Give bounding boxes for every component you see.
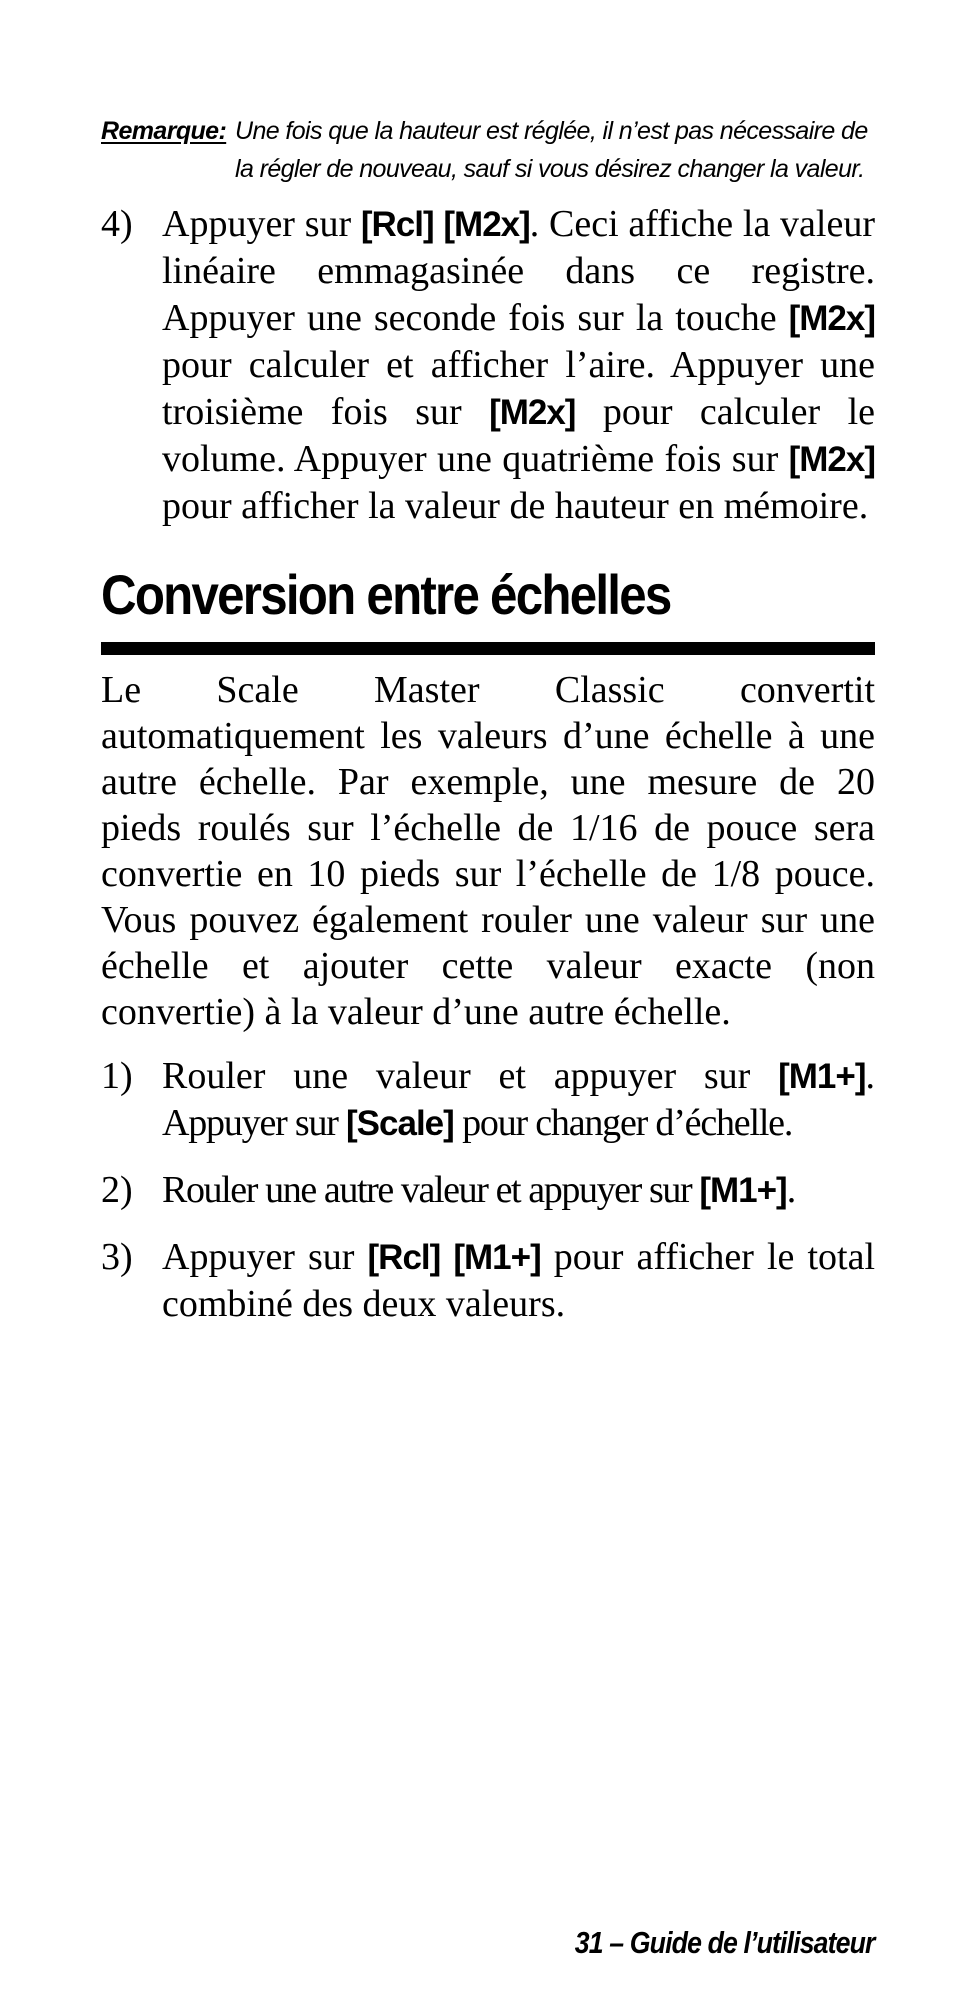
step-text-segment: Rouler une valeur et appuyer sur xyxy=(162,1055,779,1097)
page-content xyxy=(101,112,875,1328)
step-text-segment xyxy=(440,1236,453,1278)
key-m2x: [M2x] xyxy=(788,440,875,479)
step-text-segment: Rouler une autre valeur et appuyer sur xyxy=(162,1169,700,1211)
step-text-segment xyxy=(162,1102,792,1144)
step-text-segment xyxy=(434,203,444,245)
step-text-segment: . xyxy=(865,1055,875,1097)
key-rcl: [Rcl] xyxy=(367,1238,441,1277)
step-3 xyxy=(101,1234,875,1328)
note-label: Remarque: xyxy=(101,117,227,145)
step-text xyxy=(162,201,875,530)
step-text-segment: . xyxy=(786,1169,795,1211)
section-paragraph: Le Scale Master Classic convertit automatiquement les valeurs d’une échelle à une autre échelle. Par exemple, une mesure de 20 pieds roulés sur l’échelle de 1/16 de pouce sera convertie en 10 pieds sur l’échelle de 1/8 pouce. Vous pouvez également rouler une valeur sur une échelle et ajouter cette valeur exacte (non convertie) à la valeur d’une autre échelle. xyxy=(101,669,875,1033)
step-text-segment: pour calculer et afficher l’aire. Appuyer une troisième fois sur xyxy=(162,344,875,433)
heading-rule xyxy=(101,642,875,655)
step-text-segment: pour changer d’échelle. xyxy=(453,1102,793,1144)
key-m1-plus: [M1+] xyxy=(453,1238,541,1277)
step-text xyxy=(162,1234,875,1328)
step-1 xyxy=(101,1053,875,1147)
key-scale: [Scale] xyxy=(346,1104,454,1143)
page-footer: 31 – Guide de l’utilisateur xyxy=(575,1925,875,1960)
section-heading: Conversion entre échelles xyxy=(101,563,671,626)
key-m1-plus: [M1+] xyxy=(778,1057,866,1096)
step-text-segment: Appuyer sur xyxy=(162,1236,368,1278)
step-number: 3) xyxy=(101,1236,133,1278)
step-text-segment: pour calculer le volume. Appuyer une quatrième fois sur xyxy=(162,391,875,480)
step-number: 4) xyxy=(101,203,133,245)
note-block xyxy=(101,112,875,188)
note-text: Une fois que la hauteur est réglée, il n’est pas nécessaire de la régler de nouveau, sauf si vous désirez changer la valeur. xyxy=(235,117,868,183)
step-text-segment: Appuyer sur xyxy=(162,1102,347,1144)
step-2 xyxy=(101,1167,875,1214)
key-m2x: [M2x] xyxy=(489,393,576,432)
step-number: 1) xyxy=(101,1055,133,1097)
step-text xyxy=(162,1053,875,1147)
step-text-segment: Appuyer sur xyxy=(162,203,361,245)
step-text-segment: pour afficher le total combiné des deux valeurs. xyxy=(162,1236,875,1325)
step-text xyxy=(162,1167,875,1214)
key-m2x: [M2x] xyxy=(788,299,875,338)
step-number: 2) xyxy=(101,1169,133,1211)
key-rcl: [Rcl] xyxy=(360,205,434,244)
step-text-segment: . Ceci affiche la valeur linéaire emmagasinée dans ce registre. Appuyer une seconde fois sur la touche xyxy=(162,203,875,339)
key-m2x: [M2x] xyxy=(443,205,530,244)
step-4 xyxy=(101,201,875,530)
key-m1-plus: [M1+] xyxy=(699,1171,787,1210)
step-text-segment: pour afficher la valeur de hauteur en mémoire. xyxy=(162,485,869,527)
